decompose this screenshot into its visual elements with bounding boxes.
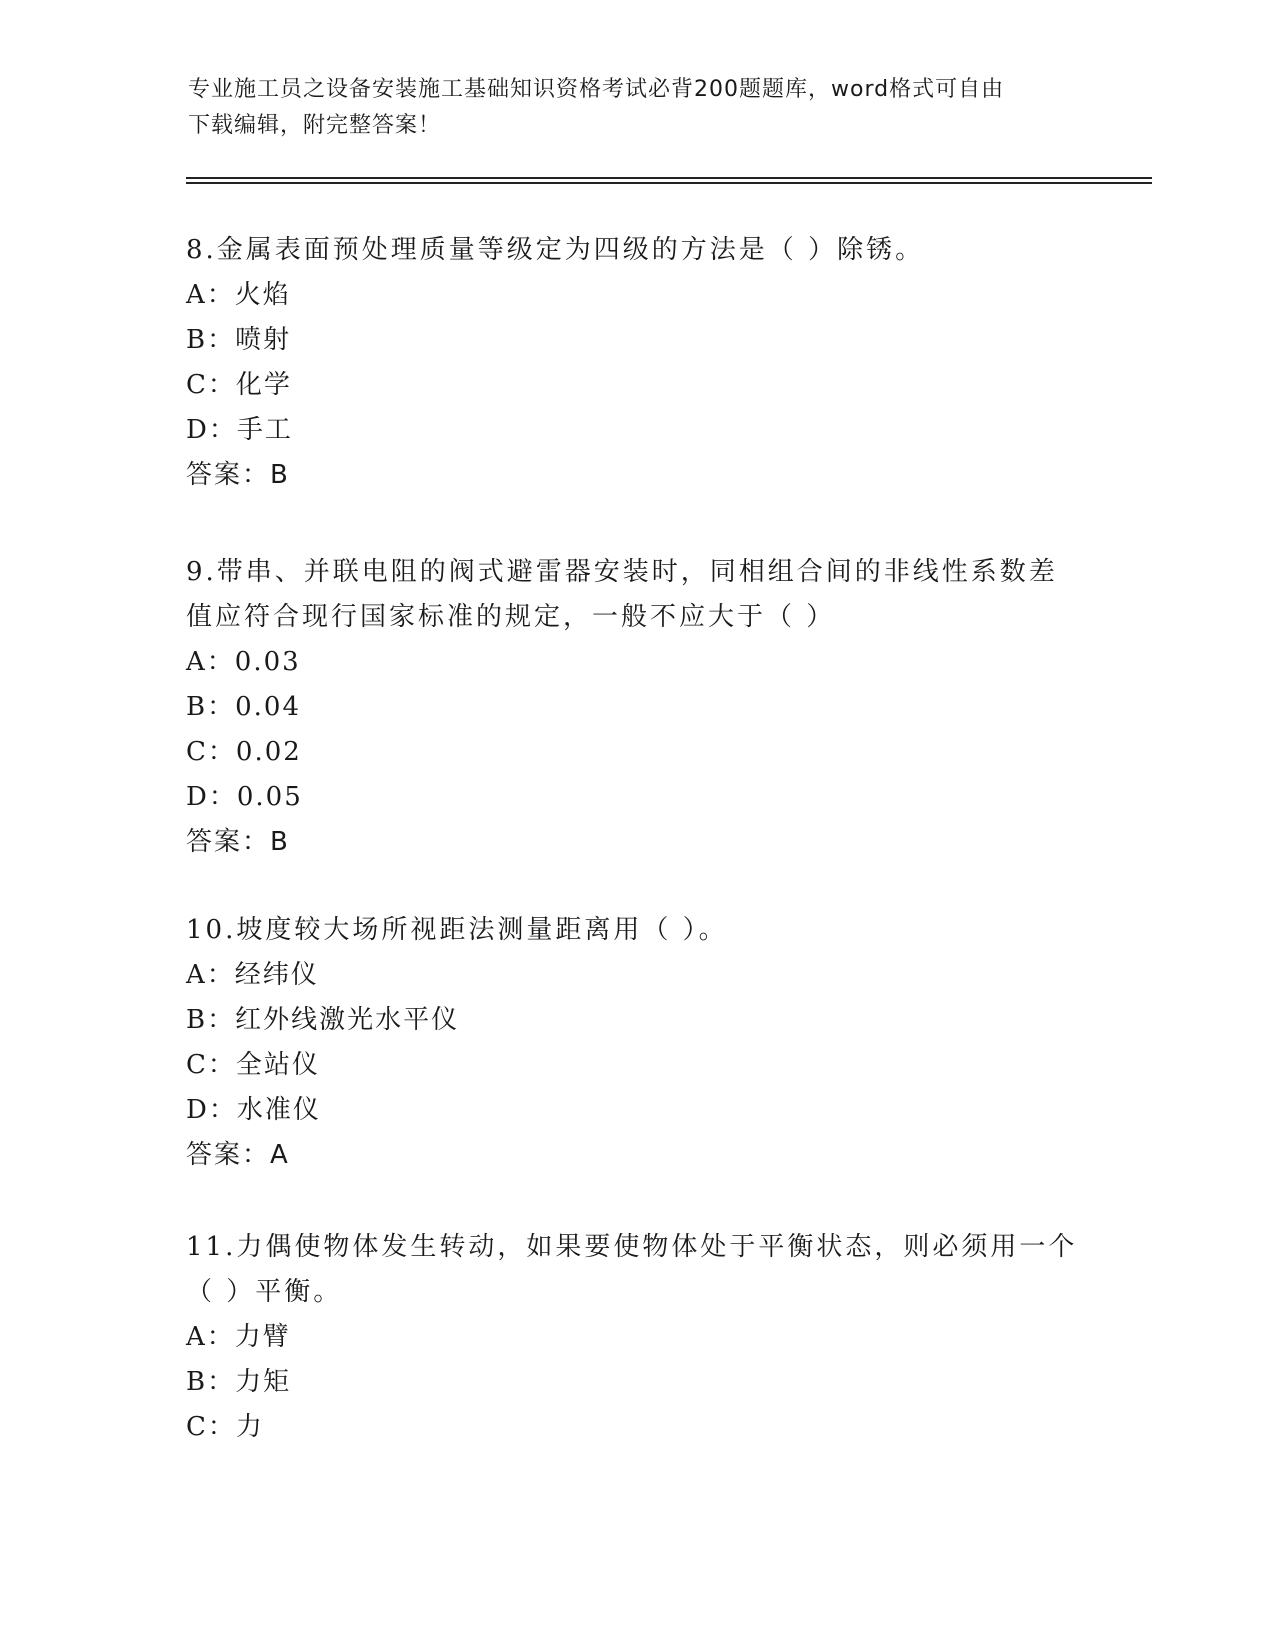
question-stem-line-1: 9.带串、并联电阻的阀式避雷器安装时，同相组合间的非线性系数差 [186, 557, 1058, 587]
option-text: 0.02 [235, 737, 302, 767]
option-text: 0.03 [234, 647, 301, 677]
option-text: 力 [235, 1412, 264, 1442]
option-text: 火焰 [234, 280, 291, 310]
header-line-2: 下载编辑，附完整答案！ [188, 113, 442, 138]
option-letter: D： [186, 415, 237, 445]
option-letter: C： [186, 370, 236, 400]
option-letter: B： [186, 1005, 236, 1035]
option-letter: C： [186, 1412, 236, 1442]
option-text: 0.05 [236, 782, 303, 812]
option-b [186, 318, 1086, 363]
option-text: 喷射 [235, 325, 292, 355]
option-letter: B： [186, 1367, 236, 1397]
option-a [186, 1315, 1086, 1360]
option-text: 力矩 [235, 1367, 292, 1397]
option-letter: C： [186, 1050, 236, 1080]
answer: 答案：B [186, 827, 290, 857]
document-header [188, 72, 1088, 144]
option-c [186, 1405, 1086, 1450]
option-text: 水准仪 [236, 1095, 321, 1125]
option-b [186, 998, 1086, 1043]
option-d [186, 408, 1086, 453]
header-divider-top [186, 177, 1152, 179]
option-text: 力臂 [234, 1322, 291, 1352]
option-text: 手工 [236, 415, 293, 445]
option-letter: D： [186, 1095, 237, 1125]
option-letter: A： [186, 647, 235, 677]
question-10 [186, 908, 1086, 1178]
question-stem: 8.金属表面预处理质量等级定为四级的方法是（ ）除锈。 [186, 235, 925, 265]
option-d [186, 1088, 1086, 1133]
question-8 [186, 228, 1086, 498]
option-letter: B： [186, 325, 236, 355]
option-c [186, 363, 1086, 408]
option-a [186, 953, 1086, 998]
option-d [186, 775, 1086, 820]
option-letter: B： [186, 692, 236, 722]
question-stem-line-2: （ ）平衡。 [186, 1277, 343, 1307]
question-stem-line-1: 11.力偶使物体发生转动，如果要使物体处于平衡状态，则必须用一个 [186, 1232, 1078, 1262]
option-c [186, 730, 1086, 775]
header-divider-bottom [186, 182, 1152, 184]
option-text: 0.04 [235, 692, 301, 722]
option-b [186, 685, 1086, 730]
question-11 [186, 1225, 1086, 1450]
option-a [186, 640, 1086, 685]
question-stem-line-2: 值应符合现行国家标准的规定，一般不应大于（ ） [186, 602, 836, 632]
option-text: 化学 [235, 370, 292, 400]
option-a [186, 273, 1086, 318]
option-letter: A： [186, 960, 235, 990]
option-c [186, 1043, 1086, 1088]
option-letter: D： [186, 782, 237, 812]
option-text: 红外线激光水平仪 [235, 1005, 460, 1035]
option-letter: A： [186, 280, 235, 310]
answer: 答案：B [186, 460, 290, 490]
question-stem: 10.坡度较大场所视距法测量距离用（ ）。 [186, 915, 728, 945]
option-letter: C： [186, 737, 236, 767]
option-text: 全站仪 [235, 1050, 320, 1080]
question-9 [186, 550, 1086, 865]
header-line-1: 专业施工员之设备安装施工基础知识资格考试必背200题题库，word格式可自由 [188, 77, 1005, 102]
option-letter: A： [186, 1322, 235, 1352]
answer: 答案：A [186, 1140, 290, 1170]
option-b [186, 1360, 1086, 1405]
option-text: 经纬仪 [234, 960, 319, 990]
